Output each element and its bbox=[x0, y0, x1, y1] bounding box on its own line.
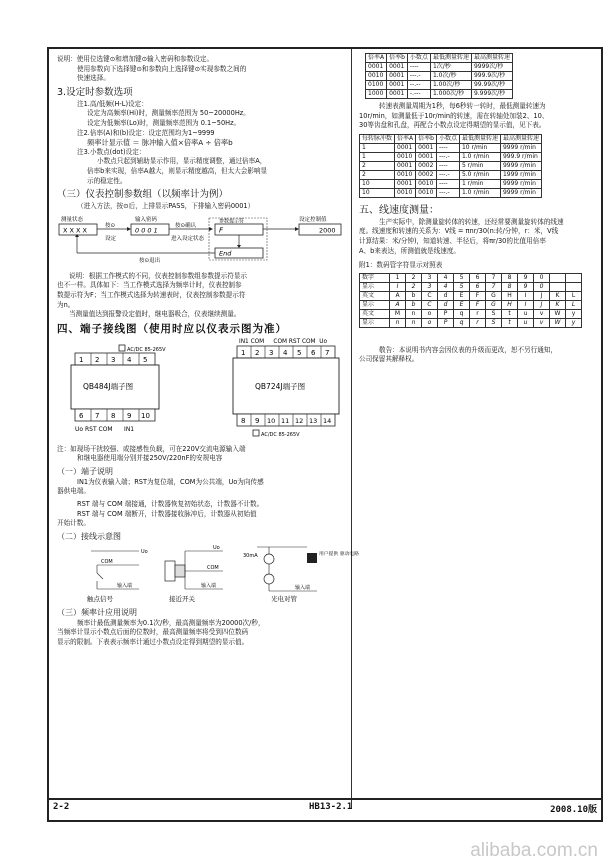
table-header: 最低测量转速 bbox=[459, 134, 500, 143]
table-cell: L bbox=[566, 291, 582, 300]
param-prompt-label: 参数提示符 bbox=[219, 218, 245, 225]
input-password-display: 0 0 0 1 bbox=[135, 226, 158, 235]
table-header: 每转脉冲数 bbox=[360, 134, 395, 143]
table-cell: n bbox=[390, 318, 406, 327]
table-cell: 0 bbox=[534, 282, 550, 291]
table-cell: I bbox=[518, 291, 534, 300]
table-cell: 2 bbox=[406, 282, 422, 291]
table-cell: 0001 bbox=[395, 179, 416, 188]
table-row bbox=[360, 188, 542, 197]
set-value-label: 设定控制值 bbox=[299, 216, 327, 223]
page-footer bbox=[47, 798, 603, 814]
terminal-number: 9 bbox=[127, 411, 132, 420]
table-cell: S bbox=[486, 309, 502, 318]
table-cell: 1 bbox=[360, 152, 395, 161]
table-cell: 1次/秒 bbox=[430, 63, 471, 72]
table-row bbox=[360, 143, 542, 152]
table-cell: 0001 bbox=[387, 81, 408, 90]
proximity-switch-diagram bbox=[165, 545, 223, 603]
document-page bbox=[47, 47, 603, 822]
table-cell: t bbox=[502, 318, 518, 327]
table-cell: o bbox=[422, 318, 438, 327]
wiring-note-line: 和继电器使用端分别并接250V/220nF的安规电容 bbox=[77, 454, 223, 463]
row-label: 英文 bbox=[360, 309, 390, 318]
table-header: 小数点 bbox=[436, 134, 459, 143]
terminal-number: 4 bbox=[127, 355, 132, 364]
column-divider bbox=[351, 49, 352, 809]
param-end-display: End bbox=[219, 249, 232, 258]
qb724j-terminal-diagram bbox=[233, 339, 339, 438]
table-cell: o bbox=[422, 309, 438, 318]
table-cell: W bbox=[550, 318, 566, 327]
table-cell: b bbox=[406, 300, 422, 309]
sec3-line: 注2.倍率(A)和(b)设定：设定范围均为1~9999 bbox=[77, 128, 215, 137]
qb484j-terminal-diagram bbox=[71, 345, 166, 433]
uo-label: Uo bbox=[141, 548, 148, 555]
table-cell: J bbox=[534, 291, 550, 300]
table-cell: 0001 bbox=[416, 152, 437, 161]
rev-line: 10r/min，如测量低于10r/min的转速，需在转轴处加装2、10、 bbox=[359, 111, 549, 120]
table-row bbox=[360, 282, 582, 291]
table-row bbox=[366, 63, 513, 72]
terminal-number: 7 bbox=[325, 348, 330, 357]
page-number: 2-2 bbox=[53, 802, 70, 812]
sec3-line: 注1.高/低频(H-L)设定： bbox=[77, 99, 148, 108]
control-params-subtitle: （进入方法，按⊙后，上排显示PASS，下排输入密码0001） bbox=[77, 202, 255, 211]
table-cell: F bbox=[470, 291, 486, 300]
table-cell: ---.- bbox=[436, 170, 459, 179]
table-cell: 0001 bbox=[387, 63, 408, 72]
current-label: 30mA bbox=[243, 552, 258, 559]
table-cell: C bbox=[422, 291, 438, 300]
step1-label: 按⊙ bbox=[105, 222, 116, 229]
param-f-display: F bbox=[219, 226, 224, 235]
step3-label: 按⊙退出 bbox=[139, 257, 161, 264]
terminal-number: 6 bbox=[311, 348, 316, 357]
terminal-number: 4 bbox=[283, 348, 288, 357]
table-row bbox=[360, 300, 582, 309]
table-cell: 9.999次/秒 bbox=[471, 90, 512, 99]
table-cell: 1.000次/秒 bbox=[430, 90, 471, 99]
step2b-label: 进入设定状态 bbox=[171, 235, 205, 242]
terminal-number: 8 bbox=[241, 416, 246, 425]
appendix-title: 附1：数码管字符显示对照表 bbox=[359, 261, 443, 270]
table-header: 倍率A bbox=[395, 134, 416, 143]
com-label: COM bbox=[101, 558, 113, 565]
table-cell: 1999 r/min bbox=[500, 170, 541, 179]
table-cell: 0010 bbox=[395, 170, 416, 179]
table-cell: 5 bbox=[454, 282, 470, 291]
table-row bbox=[360, 273, 582, 282]
table-cell: ---- bbox=[407, 63, 430, 72]
table-cell: K bbox=[550, 300, 566, 309]
table-cell: H bbox=[502, 291, 518, 300]
table-cell: r bbox=[470, 309, 486, 318]
ctrl-note-line: 也不一样。具体如下：当工作模式选择为频率计时，仪表控制参 bbox=[57, 281, 242, 290]
table-cell: 0001 bbox=[387, 72, 408, 81]
table-cell: 1 r/min bbox=[459, 179, 500, 188]
notice-line: 敬告：本说明书内容会因仪表的升级而更改，恕不另行通知， bbox=[379, 345, 558, 354]
table-cell: q bbox=[454, 318, 470, 327]
note-line: 使用参数向下选择键⊙和参数向上选择键⊙实现参数之间的 bbox=[77, 64, 247, 73]
table-cell: 3 bbox=[422, 273, 438, 282]
table-cell: 9999 r/min bbox=[500, 161, 541, 170]
table-header: 倍率b bbox=[387, 54, 408, 63]
sec3-line: 设定为低频率(Lo)时，测量频率范围为 0.1~50Hz。 bbox=[87, 118, 241, 127]
terminal-number: 10 bbox=[267, 416, 276, 425]
table-row bbox=[366, 72, 513, 81]
right-column bbox=[359, 53, 599, 365]
qb724j-top-labels: IN1 COM COM RST COM Uo bbox=[239, 338, 328, 345]
table-cell: J bbox=[534, 300, 550, 309]
table-cell: 4 bbox=[438, 282, 454, 291]
table-cell: 10 bbox=[360, 188, 395, 197]
table-cell: 1.00次/秒 bbox=[430, 81, 471, 90]
photoelectric-label: 光电对管 bbox=[271, 594, 297, 603]
table-cell: 0 bbox=[534, 273, 550, 282]
table-cell: 0001 bbox=[416, 143, 437, 152]
terminal-number: 8 bbox=[111, 411, 116, 420]
table-cell: I bbox=[390, 282, 406, 291]
table-cell: 5.0 r/min bbox=[459, 170, 500, 179]
table-cell: 5 bbox=[454, 273, 470, 282]
table-cell: t bbox=[502, 309, 518, 318]
freq-app-line: 显示的限制。下表表示频率计通过小数点设定得到期望的显示值。 bbox=[57, 638, 249, 647]
rev-line: 30等齿盘和孔盘，再配合小数点设定得期望的显示值，见下表。 bbox=[359, 121, 546, 130]
freq-app-line: 当频率计显示小数点后面的位数时，最高测量频率将受到四位数码 bbox=[57, 628, 249, 637]
table-cell: 0002 bbox=[416, 161, 437, 170]
table-cell: q bbox=[454, 309, 470, 318]
sec3-line: 设定为高频率(Hi)时，测量频率范围为 50~20000Hz。 bbox=[87, 109, 250, 118]
table-cell: n bbox=[406, 318, 422, 327]
measure-label: 测量状态 bbox=[61, 216, 84, 223]
contact-signal-label: 触点信号 bbox=[87, 594, 113, 603]
table-cell: 2 bbox=[406, 273, 422, 282]
table-row bbox=[360, 161, 542, 170]
note-line: 说明：使用位选键⊙和增加键⊙输入密码和参数设定。 bbox=[57, 55, 214, 63]
ctrl-note-line: 当测量值达到报警设定值时，继电器吸合，仪表继续测量。 bbox=[69, 310, 241, 319]
watermark: alibaba.com.cn bbox=[470, 840, 598, 861]
table-cell: A bbox=[390, 300, 406, 309]
table-cell: d bbox=[438, 300, 454, 309]
row-label: 英文 bbox=[360, 291, 390, 300]
terminal-number: 7 bbox=[95, 411, 100, 420]
table-cell: 99.99次/秒 bbox=[471, 81, 512, 90]
terminal-desc-line: RST 端与 COM 端断开，计数器接收脉冲后，计数器从初始值 bbox=[77, 509, 257, 518]
model-number: HB13-2.1 bbox=[309, 802, 353, 812]
table-header-row bbox=[360, 134, 542, 143]
table-cell: P bbox=[438, 309, 454, 318]
control-params-title: （三）仪表控制参数组（以频率计为例） bbox=[57, 189, 229, 201]
notice-line: 公司保留其解释权。 bbox=[359, 355, 419, 364]
table-cell: ---.- bbox=[436, 152, 459, 161]
terminal-number: 6 bbox=[79, 411, 84, 420]
left-column bbox=[57, 55, 359, 648]
table-cell: ---- bbox=[436, 161, 459, 170]
terminal-number: 10 bbox=[141, 411, 150, 420]
power-label: AC/DC 85-265V bbox=[127, 346, 166, 353]
table-cell: 9999 r/min bbox=[500, 188, 541, 197]
section-4-title: 四、端子接线图（使用时应以仪表示图为准） bbox=[57, 322, 287, 335]
sec3-line: 倍率b来实现，倍率A越大，则显示精度越高，但太大会影响显 bbox=[87, 166, 268, 175]
terminal-number: 2 bbox=[255, 348, 260, 357]
table-row bbox=[360, 318, 582, 327]
qb484j-bottom-labels: Uo RST COM IN1 bbox=[75, 425, 135, 433]
terminal-wiring-diagrams bbox=[57, 337, 347, 445]
sec3-line: 示的稳定性。 bbox=[87, 176, 127, 185]
table-header-row bbox=[366, 54, 513, 63]
table-cell: P bbox=[438, 318, 454, 327]
measure-display: X X X X bbox=[63, 226, 88, 235]
table-cell: v bbox=[534, 318, 550, 327]
section-5-title: 五、线速度测量： bbox=[359, 204, 439, 216]
input-password-label: 输入密码 bbox=[135, 216, 158, 223]
table-cell: u bbox=[518, 318, 534, 327]
linear-speed-line: 生产实际中，除测量旋转体的转速，还经常要测量旋转体的线速 bbox=[379, 217, 564, 226]
table-cell bbox=[550, 282, 566, 291]
freq-app-title: （三）频率计应用说明 bbox=[57, 607, 137, 617]
table-header: 最高测量转速 bbox=[471, 54, 512, 63]
table-cell: ---- bbox=[436, 143, 459, 152]
row-label: 显示 bbox=[360, 318, 390, 327]
input-label: 输入端 bbox=[201, 582, 217, 589]
step1b-label: 设定 bbox=[105, 235, 117, 242]
ctrl-note-line: 为n。 bbox=[57, 300, 75, 309]
note-line: 快速选择。 bbox=[77, 74, 110, 83]
power-label: AC/DC 85-265V bbox=[261, 431, 300, 438]
table-cell: d bbox=[438, 291, 454, 300]
table-cell: 0100 bbox=[366, 81, 387, 90]
table-cell: K bbox=[550, 291, 566, 300]
table-cell: 9999 r/min bbox=[500, 143, 541, 152]
table-row bbox=[360, 152, 542, 161]
wiring-schematic-diagrams bbox=[57, 543, 359, 605]
step2-label: 按⊙确认 bbox=[175, 222, 197, 229]
rpm-table bbox=[359, 134, 542, 198]
table-cell: --.-- bbox=[407, 81, 430, 90]
table-cell: b bbox=[406, 291, 422, 300]
terminal-number: 5 bbox=[297, 348, 302, 357]
table-row bbox=[366, 81, 513, 90]
row-label: 显示 bbox=[360, 282, 390, 291]
terminal-desc-line: RST 端与 COM 端接通，计数器恢复初始状态，计数器不计数。 bbox=[77, 500, 264, 509]
table-row bbox=[360, 179, 542, 188]
terminal-desc-line: 器供电端。 bbox=[57, 487, 90, 496]
table-cell: 7 bbox=[486, 273, 502, 282]
table-cell: A bbox=[390, 291, 406, 300]
table-cell: F bbox=[470, 300, 486, 309]
user-circuit-label: 用户提供 驱动电路 bbox=[319, 551, 359, 557]
table-cell: 0010 bbox=[395, 152, 416, 161]
table-cell: L bbox=[566, 300, 582, 309]
terminal-desc-line: 开始计数。 bbox=[57, 519, 90, 528]
table-row bbox=[360, 170, 542, 179]
table-cell: 0001 bbox=[395, 161, 416, 170]
com-label: COM bbox=[207, 564, 219, 571]
table-cell: 7 bbox=[486, 282, 502, 291]
table-cell: 8 bbox=[502, 282, 518, 291]
parameter-flow-diagram bbox=[57, 214, 347, 272]
terminal-number: 11 bbox=[281, 416, 290, 425]
terminal-number: 14 bbox=[323, 416, 332, 425]
set-value-display: 2000 bbox=[319, 226, 336, 235]
table-cell: u bbox=[518, 309, 534, 318]
table-cell: ---- bbox=[436, 179, 459, 188]
table-cell: E bbox=[454, 300, 470, 309]
uo-label: Uo bbox=[213, 544, 220, 551]
table-cell: 999.9次/秒 bbox=[471, 72, 512, 81]
table-cell: 1000 bbox=[366, 90, 387, 99]
ctrl-note-line: 数提示符为F；当工作模式选择为转速表时，仪表控制参数提示符 bbox=[57, 290, 246, 299]
table-cell: 9999 r/min bbox=[500, 179, 541, 188]
table-cell: 2 bbox=[360, 170, 395, 179]
table-cell: 10 bbox=[360, 179, 395, 188]
proximity-switch-label: 接近开关 bbox=[169, 594, 195, 603]
table-cell: 4 bbox=[438, 273, 454, 282]
linear-speed-line: 计算结果：米/分钟)，知道转速、半径后，将πr/30的比值用倍率 bbox=[359, 236, 546, 245]
table-cell: 2 bbox=[360, 161, 395, 170]
table-header: 最高测量转速 bbox=[500, 134, 541, 143]
terminal-number: 13 bbox=[309, 416, 318, 425]
table-cell: S bbox=[486, 318, 502, 327]
table-cell: 0002 bbox=[416, 170, 437, 179]
table-cell: 8 bbox=[502, 273, 518, 282]
table-cell: 1.0次/秒 bbox=[430, 72, 471, 81]
row-label: 数字 bbox=[360, 273, 390, 282]
terminal-number: 1 bbox=[79, 355, 84, 364]
contact-signal-diagram bbox=[87, 549, 148, 603]
table-cell bbox=[566, 282, 582, 291]
wiring-note-line: 注：如现场干扰较强、或接感性负载，可在220V交流电源输入端 bbox=[57, 444, 246, 453]
terminal-number: 9 bbox=[255, 416, 260, 425]
terminal-number: 12 bbox=[295, 416, 304, 425]
table-cell: G bbox=[486, 291, 502, 300]
table-cell: 999.9 r/min bbox=[500, 152, 541, 161]
table-cell: r bbox=[470, 318, 486, 327]
qb724j-title: QB724J端子图 bbox=[255, 381, 306, 391]
rev-line: 转速表测量周期为1秒，每6秒转一转时，最低测量转速为 bbox=[379, 102, 546, 110]
table-cell: 1 bbox=[360, 143, 395, 152]
table-cell: 0010 bbox=[395, 188, 416, 197]
table-header: 倍率b bbox=[416, 134, 437, 143]
table-cell: C bbox=[422, 300, 438, 309]
table-cell: 9 bbox=[518, 282, 534, 291]
table-cell: 6 bbox=[470, 273, 486, 282]
edition-label: 2008.10版 bbox=[550, 805, 597, 815]
table-cell bbox=[566, 273, 582, 282]
table-cell: H bbox=[502, 300, 518, 309]
table-cell: 0010 bbox=[366, 72, 387, 81]
terminal-desc-title: （一）端子说明 bbox=[57, 466, 113, 476]
table-cell: 1.0 r/min bbox=[459, 152, 500, 161]
table-cell: I bbox=[518, 300, 534, 309]
input-label: 输入端 bbox=[117, 582, 133, 589]
table-cell: y bbox=[566, 318, 582, 327]
table-cell: -.--- bbox=[407, 90, 430, 99]
terminal-number: 1 bbox=[241, 348, 246, 357]
section-3-title: 3.设定时参数选项 bbox=[57, 86, 133, 98]
table-cell: W bbox=[550, 309, 566, 318]
table-cell: y bbox=[566, 309, 582, 318]
table-cell bbox=[550, 273, 566, 282]
sec3-line: 注3.小数点(dot)设定： bbox=[77, 147, 146, 156]
table-row bbox=[360, 291, 582, 300]
table-header: 小数点 bbox=[407, 54, 430, 63]
terminal-number: 2 bbox=[95, 355, 100, 364]
table-cell: 0001 bbox=[387, 90, 408, 99]
terminal-number: 5 bbox=[143, 355, 148, 364]
input-label: 输入端 bbox=[295, 584, 311, 591]
table-header: 倍率A bbox=[366, 54, 387, 63]
qb484j-title: QB484J端子图 bbox=[83, 381, 134, 391]
table-cell: 9 bbox=[518, 273, 534, 282]
photoelectric-diagram bbox=[243, 547, 359, 603]
table-cell: 1 bbox=[390, 273, 406, 282]
table-cell: ---.- bbox=[407, 72, 430, 81]
table-cell: 5 r/min bbox=[459, 161, 500, 170]
table-cell: 0010 bbox=[416, 188, 437, 197]
terminal-number: 3 bbox=[269, 348, 274, 357]
linear-speed-line: 度。线速度和转速的关系为：V线 = πnr/30(n:转/分钟，r：米，V线 bbox=[359, 227, 559, 236]
table-row bbox=[360, 309, 582, 318]
table-cell: 9999次/秒 bbox=[471, 63, 512, 72]
frequency-table bbox=[365, 53, 513, 99]
seven-segment-table bbox=[359, 273, 582, 328]
formula-line: 频率计显示值 ＝ 脉冲输入值×倍率A ÷ 倍率b bbox=[87, 138, 233, 148]
wiring-schematic-title: （二）接线示意图 bbox=[57, 531, 121, 541]
table-cell: M bbox=[390, 309, 406, 318]
linear-speed-line: A、b来表达，所测值就是线速度。 bbox=[359, 246, 461, 255]
table-cell: n bbox=[406, 309, 422, 318]
table-cell: ---.- bbox=[436, 188, 459, 197]
table-header: 最低测量转速 bbox=[430, 54, 471, 63]
sec3-line: 小数点只起到辅助显示作用，显示精度调整，通过倍率A， bbox=[97, 157, 267, 166]
table-cell: v bbox=[534, 309, 550, 318]
table-cell: 6 bbox=[470, 282, 486, 291]
table-cell: G bbox=[486, 300, 502, 309]
table-cell: 0010 bbox=[416, 179, 437, 188]
table-cell: 0001 bbox=[395, 143, 416, 152]
terminal-desc-line: IN1为仪表输入端；RST为复位端，COM为公共端，Uo为向传感 bbox=[77, 477, 264, 486]
freq-app-line: 频率计最低测量频率为0.1次/秒，最高测量频率为20000次/秒， bbox=[77, 618, 265, 627]
table-cell: 0001 bbox=[366, 63, 387, 72]
ctrl-note-line: 说明：根据工作模式的不同，仪表控制参数组参数提示符显示 bbox=[69, 271, 248, 280]
table-cell: 10 r/min bbox=[459, 143, 500, 152]
table-cell: 3 bbox=[422, 282, 438, 291]
row-label: 显示 bbox=[360, 300, 390, 309]
table-cell: 1.0 r/min bbox=[459, 188, 500, 197]
terminal-number: 3 bbox=[111, 355, 116, 364]
table-row bbox=[366, 90, 513, 99]
table-cell: E bbox=[454, 291, 470, 300]
